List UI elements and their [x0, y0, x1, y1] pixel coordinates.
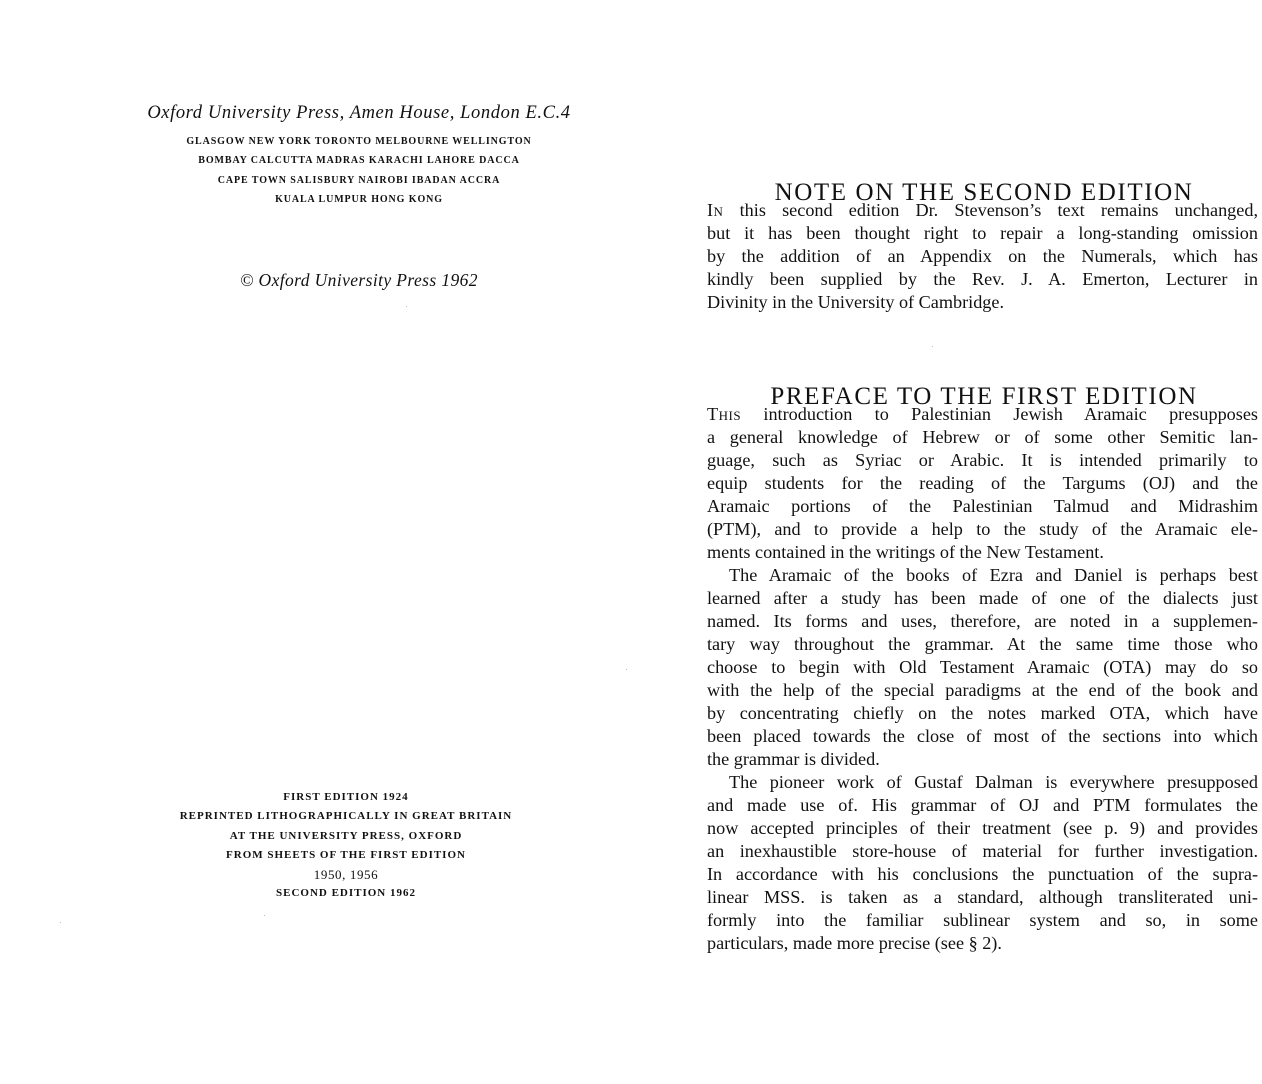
- right-page-preface: [690, 0, 1262, 1084]
- text-line: by the addition of an Appendix on the Numerals, which has: [707, 246, 1258, 266]
- preface-heading: PREFACE TO THE FIRST EDITION: [770, 382, 1198, 410]
- publisher-address: Oxford University Press, Amen House, London E.C.4: [147, 103, 571, 123]
- text-line: particulars, made more precise (see § 2).: [707, 933, 1002, 953]
- text-line: Divinity in the University of Cambridge.: [707, 292, 1005, 312]
- text-line: with the help of the special paradigms at the end of the book and: [707, 680, 1258, 700]
- text-line: choose to begin with Old Testament Aramaic (OTA) may do so: [707, 657, 1258, 677]
- note-paragraph: [707, 199, 1258, 314]
- preface-body: [707, 403, 1258, 955]
- edition-line: AT THE UNIVERSITY PRESS, OXFORD: [229, 829, 463, 842]
- text-line: equip students for the reading of the Targums (OJ) and the: [707, 473, 1258, 493]
- text-line: ments contained in the writings of the New Testament.: [707, 542, 1104, 562]
- text-line: guage, such as Syriac or Arabic. It is intended primarily to: [707, 450, 1258, 470]
- edition-history: [136, 788, 556, 904]
- text-line: an inexhaustible store-house of material for further investigation.: [707, 841, 1258, 861]
- text-line: and made use of. His grammar of OJ and PTM formulates the: [707, 795, 1258, 815]
- text-line: linear MSS. is taken as a standard, although transliterated uni-: [707, 887, 1258, 907]
- publisher-cities: [136, 132, 582, 209]
- print-speck: [932, 346, 933, 347]
- note-heading: NOTE ON THE SECOND EDITION: [774, 178, 1194, 206]
- text-line: a general knowledge of Hebrew or of some other Semitic lan-: [707, 427, 1258, 447]
- text-line: kindly been supplied by the Rev. J. A. Emerton, Lecturer in: [707, 269, 1258, 289]
- text-line: but it has been thought right to repair a long-standing omission: [707, 223, 1258, 243]
- edition-line: SECOND EDITION 1962: [275, 887, 417, 900]
- text-line: named. Its forms and uses, therefore, are noted in a supplemen-: [707, 611, 1258, 631]
- text-line: now accepted principles of their treatment (see p. 9) and provides: [707, 818, 1258, 838]
- text-line: In accordance with his conclusions the punctuation of the supra-: [707, 864, 1258, 884]
- drop-lead-word: This: [707, 404, 742, 424]
- text-line: learned after a study has been made of one of the dialects just: [707, 588, 1258, 608]
- print-speck: [406, 306, 407, 307]
- print-speck: [264, 915, 265, 916]
- cities-line: CAPE TOWN SALISBURY NAIROBI IBADAN ACCRA: [217, 174, 501, 186]
- edition-line: FIRST EDITION 1924: [283, 791, 409, 803]
- print-speck: [626, 669, 627, 670]
- text-line: [707, 403, 1258, 426]
- text-line: the grammar is divided.: [707, 749, 880, 769]
- text-line: been placed towards the close of most of the sections into which: [707, 726, 1258, 746]
- copyright-notice: © Oxford University Press 1962: [240, 270, 478, 290]
- cities-line: BOMBAY CALCUTTA MADRAS KARACHI LAHORE DACCA: [198, 155, 520, 167]
- text-line: (PTM), and to provide a help to the study of the Aramaic ele-: [707, 519, 1258, 539]
- text-line: The Aramaic of the books of Ezra and Daniel is perhaps best: [729, 565, 1258, 585]
- cities-line: KUALA LUMPUR HONG KONG: [275, 193, 443, 205]
- reprint-years: 1950, 1956: [313, 867, 379, 883]
- edition-line: REPRINTED LITHOGRAPHICALLY IN GREAT BRITAIN: [179, 810, 513, 823]
- text-run: introduction to Palestinian Jewish Aramaic presupposes: [741, 404, 1258, 424]
- text-line: tary way throughout the grammar. At the same time those who: [707, 634, 1258, 654]
- cities-line: GLASGOW NEW YORK TORONTO MELBOURNE WELLINGTON: [186, 136, 532, 147]
- text-line: by concentrating chiefly on the notes marked OTA, which have: [707, 703, 1258, 723]
- print-speck: [60, 922, 61, 923]
- drop-lead-word: In: [707, 200, 724, 220]
- text-line: formly into the familiar sublinear system and so, in some: [707, 910, 1258, 930]
- text-line: [707, 199, 1258, 222]
- text-run: this second edition Dr. Stevenson’s text remains unchanged,: [723, 200, 1258, 220]
- text-line: Aramaic portions of the Palestinian Talmud and Midrashim: [707, 496, 1258, 516]
- text-line: The pioneer work of Gustaf Dalman is everywhere presupposed: [729, 772, 1258, 792]
- edition-line: FROM SHEETS OF THE FIRST EDITION: [226, 848, 466, 861]
